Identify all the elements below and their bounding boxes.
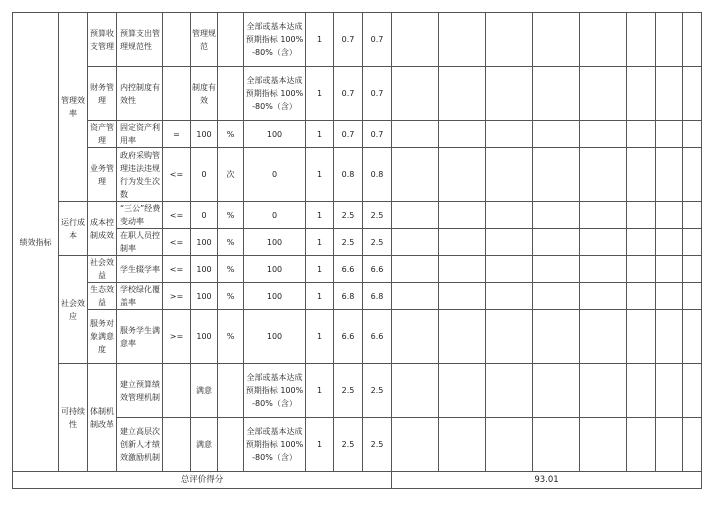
empty-cell (439, 310, 486, 364)
empty-cell (627, 229, 656, 256)
target-cell: 100 (191, 229, 218, 256)
subgroup-cell: 体制机制改革 (88, 364, 117, 472)
score-cell: 6.6 (334, 256, 363, 283)
actual-score-cell: 2.5 (363, 229, 392, 256)
table-row (13, 229, 702, 256)
indicator-cell: “三公”经费变动率 (117, 202, 163, 229)
table-body (13, 13, 702, 489)
empty-cell (627, 310, 656, 364)
empty-cell (486, 121, 533, 148)
unit-cell: % (218, 202, 244, 229)
target-cell: 0 (191, 202, 218, 229)
score-cell: 2.5 (334, 418, 363, 472)
score-cell: 2.5 (334, 364, 363, 418)
empty-cell (486, 229, 533, 256)
empty-cell (486, 283, 533, 310)
empty-cell (683, 256, 702, 283)
weight-cell: 1 (306, 364, 334, 418)
empty-cell (580, 121, 627, 148)
empty-cell (392, 202, 439, 229)
score-cell: 0.7 (334, 67, 363, 121)
empty-cell (580, 67, 627, 121)
empty-cell (392, 121, 439, 148)
empty-cell (627, 202, 656, 229)
empty-cell (439, 121, 486, 148)
operator-cell: = (163, 121, 191, 148)
empty-cell (580, 256, 627, 283)
empty-cell (392, 229, 439, 256)
unit-cell: % (218, 283, 244, 310)
subgroup-cell: 资产管理 (88, 121, 117, 148)
standard-cell: 100 (244, 283, 306, 310)
table-row (13, 148, 702, 202)
standard-cell: 全部或基本达成预期指标 100%-80%（含） (244, 364, 306, 418)
empty-cell (683, 364, 702, 418)
operator-cell: >= (163, 283, 191, 310)
score-cell: 2.5 (334, 202, 363, 229)
empty-cell (439, 67, 486, 121)
empty-cell (486, 67, 533, 121)
empty-cell (627, 121, 656, 148)
actual-score-cell: 2.5 (363, 202, 392, 229)
operator-cell (163, 13, 191, 67)
unit-cell: % (218, 229, 244, 256)
empty-cell (392, 148, 439, 202)
empty-cell (580, 310, 627, 364)
table-row (13, 418, 702, 472)
score-cell: 0.7 (334, 13, 363, 67)
empty-cell (439, 418, 486, 472)
empty-cell (627, 67, 656, 121)
subgroup-cell: 服务对象满意度 (88, 310, 117, 364)
empty-cell (439, 256, 486, 283)
target-cell: 100 (191, 310, 218, 364)
indicator-cell: 建立预算绩效管理机制 (117, 364, 163, 418)
unit-cell (218, 418, 244, 472)
indicator-cell: 学校绿化覆盖率 (117, 283, 163, 310)
target-cell: 管理规范 (191, 13, 218, 67)
standard-cell: 0 (244, 202, 306, 229)
empty-cell (439, 283, 486, 310)
standard-cell: 100 (244, 229, 306, 256)
weight-cell: 1 (306, 418, 334, 472)
empty-cell (683, 148, 702, 202)
subgroup-cell: 业务管理 (88, 148, 117, 202)
empty-cell (439, 202, 486, 229)
empty-cell (439, 364, 486, 418)
score-cell: 0.8 (334, 148, 363, 202)
empty-cell (392, 418, 439, 472)
empty-cell (656, 364, 683, 418)
operator-cell: <= (163, 229, 191, 256)
empty-cell (627, 148, 656, 202)
empty-cell (533, 67, 580, 121)
target-cell: 100 (191, 283, 218, 310)
target-cell: 制度有效 (191, 67, 218, 121)
actual-score-cell: 6.6 (363, 256, 392, 283)
table-row (13, 121, 702, 148)
weight-cell: 1 (306, 13, 334, 67)
target-cell: 满意 (191, 364, 218, 418)
operator-cell (163, 418, 191, 472)
group-cell: 运行成本 (59, 202, 88, 256)
empty-cell (533, 310, 580, 364)
indicator-cell: 学生辍学率 (117, 256, 163, 283)
empty-cell (533, 364, 580, 418)
table-row (13, 310, 702, 364)
standard-cell: 100 (244, 121, 306, 148)
indicator-cell: 预算支出管理规范性 (117, 13, 163, 67)
target-cell: 0 (191, 148, 218, 202)
empty-cell (580, 364, 627, 418)
actual-score-cell: 6.6 (363, 310, 392, 364)
empty-cell (486, 418, 533, 472)
standard-cell: 全部或基本达成预期指标 100%-80%（含） (244, 418, 306, 472)
empty-cell (533, 256, 580, 283)
weight-cell: 1 (306, 121, 334, 148)
standard-cell: 全部或基本达成预期指标 100%-80%（含） (244, 13, 306, 67)
empty-cell (683, 67, 702, 121)
empty-cell (580, 283, 627, 310)
empty-cell (392, 283, 439, 310)
empty-cell (392, 256, 439, 283)
operator-cell: <= (163, 148, 191, 202)
table-row (13, 67, 702, 121)
group-cell: 社会效应 (59, 256, 88, 364)
empty-cell (486, 310, 533, 364)
empty-cell (533, 418, 580, 472)
empty-cell (683, 229, 702, 256)
standard-cell: 0 (244, 148, 306, 202)
empty-cell (439, 229, 486, 256)
standard-cell: 100 (244, 256, 306, 283)
weight-cell: 1 (306, 67, 334, 121)
total-label: 总评价得分 (13, 472, 392, 489)
score-cell: 0.7 (334, 121, 363, 148)
unit-cell (218, 67, 244, 121)
target-cell: 满意 (191, 418, 218, 472)
operator-cell: <= (163, 202, 191, 229)
empty-cell (683, 121, 702, 148)
empty-cell (392, 67, 439, 121)
target-cell: 100 (191, 256, 218, 283)
indicator-cell: 服务学生满意率 (117, 310, 163, 364)
empty-cell (580, 148, 627, 202)
operator-cell (163, 364, 191, 418)
empty-cell (486, 13, 533, 67)
subgroup-cell: 成本控制成效 (88, 202, 117, 256)
unit-cell (218, 364, 244, 418)
operator-cell: >= (163, 310, 191, 364)
actual-score-cell: 0.7 (363, 13, 392, 67)
category-cell: 绩效指标 (13, 13, 59, 472)
weight-cell: 1 (306, 202, 334, 229)
total-value: 93.01 (392, 472, 702, 489)
empty-cell (486, 202, 533, 229)
empty-cell (533, 229, 580, 256)
score-cell: 6.8 (334, 283, 363, 310)
standard-cell: 全部或基本达成预期指标 100%-80%（含） (244, 67, 306, 121)
empty-cell (486, 148, 533, 202)
empty-cell (683, 310, 702, 364)
table-row (13, 283, 702, 310)
empty-cell (533, 13, 580, 67)
empty-cell (392, 310, 439, 364)
subgroup-cell: 生态效益 (88, 283, 117, 310)
empty-cell (656, 283, 683, 310)
empty-cell (656, 310, 683, 364)
group-cell: 可持续性 (59, 364, 88, 472)
empty-cell (580, 202, 627, 229)
actual-score-cell: 2.5 (363, 418, 392, 472)
empty-cell (627, 13, 656, 67)
empty-cell (656, 256, 683, 283)
empty-cell (533, 148, 580, 202)
empty-cell (656, 202, 683, 229)
actual-score-cell: 0.7 (363, 121, 392, 148)
weight-cell: 1 (306, 148, 334, 202)
unit-cell (218, 13, 244, 67)
empty-cell (656, 148, 683, 202)
empty-cell (656, 229, 683, 256)
empty-cell (627, 283, 656, 310)
indicator-cell: 内控制度有效性 (117, 67, 163, 121)
indicator-cell: 在职人员控制率 (117, 229, 163, 256)
table-row (13, 202, 702, 229)
empty-cell (580, 13, 627, 67)
table-row (13, 256, 702, 283)
empty-cell (392, 13, 439, 67)
empty-cell (486, 256, 533, 283)
target-cell: 100 (191, 121, 218, 148)
actual-score-cell: 6.8 (363, 283, 392, 310)
total-row (13, 472, 702, 489)
empty-cell (656, 67, 683, 121)
weight-cell: 1 (306, 256, 334, 283)
empty-cell (533, 121, 580, 148)
empty-cell (627, 418, 656, 472)
performance-table (12, 12, 702, 489)
empty-cell (683, 283, 702, 310)
empty-cell (533, 202, 580, 229)
unit-cell: % (218, 310, 244, 364)
empty-cell (580, 418, 627, 472)
actual-score-cell: 2.5 (363, 364, 392, 418)
indicator-cell: 建立高层次创新人才绩效激励机制 (117, 418, 163, 472)
unit-cell: % (218, 121, 244, 148)
empty-cell (392, 364, 439, 418)
empty-cell (486, 364, 533, 418)
actual-score-cell: 0.7 (363, 67, 392, 121)
actual-score-cell: 0.8 (363, 148, 392, 202)
empty-cell (439, 13, 486, 67)
table-row (13, 364, 702, 418)
empty-cell (439, 148, 486, 202)
standard-cell: 100 (244, 310, 306, 364)
empty-cell (683, 418, 702, 472)
weight-cell: 1 (306, 283, 334, 310)
indicator-cell: 政府采购管理违法违规行为发生次数 (117, 148, 163, 202)
empty-cell (627, 256, 656, 283)
empty-cell (627, 364, 656, 418)
empty-cell (656, 13, 683, 67)
subgroup-cell: 预算收支管理 (88, 13, 117, 67)
empty-cell (683, 202, 702, 229)
score-cell: 2.5 (334, 229, 363, 256)
empty-cell (533, 283, 580, 310)
operator-cell: <= (163, 256, 191, 283)
table-row (13, 13, 702, 67)
empty-cell (580, 229, 627, 256)
group-cell: 管理效率 (59, 13, 88, 202)
score-cell: 6.6 (334, 310, 363, 364)
empty-cell (656, 121, 683, 148)
weight-cell: 1 (306, 229, 334, 256)
weight-cell: 1 (306, 310, 334, 364)
operator-cell (163, 67, 191, 121)
unit-cell: % (218, 256, 244, 283)
subgroup-cell: 社会效益 (88, 256, 117, 283)
empty-cell (656, 418, 683, 472)
empty-cell (683, 13, 702, 67)
subgroup-cell: 财务管理 (88, 67, 117, 121)
indicator-cell: 固定资产利用率 (117, 121, 163, 148)
unit-cell: 次 (218, 148, 244, 202)
